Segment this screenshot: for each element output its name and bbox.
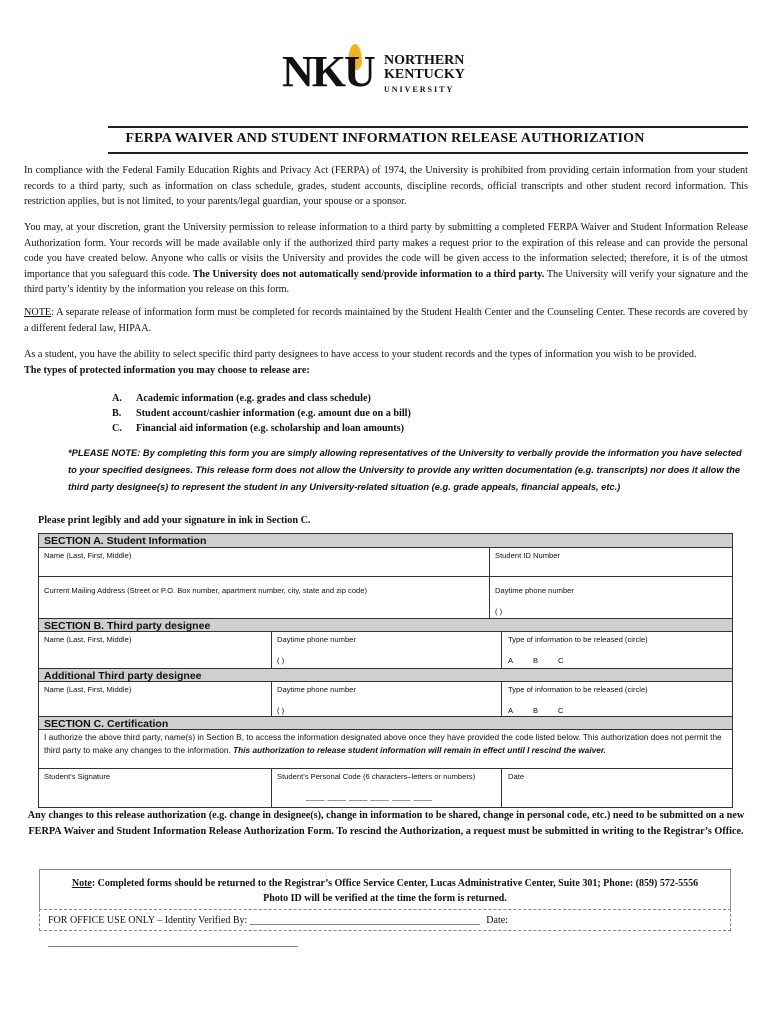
logo-name-line2: KENTUCKY (384, 67, 465, 82)
logo-name-line1: NORTHERN (384, 53, 465, 68)
office-date-field[interactable]: __________________________________________________ (48, 937, 298, 948)
list-item: A. Academic information (e.g. grades and class schedule) (112, 393, 371, 404)
intro-paragraph-4: As a student, you have the ability to select specific third party designees to have access to your student records and the types of information you wish to be provided. The types of protected information you may choose to release are: (24, 349, 697, 376)
return-note: Note: Completed forms should be returned to the Registrar’s Office Service Center, Lucas Administrative Center, Suite 301; Phone: (859) 572-5556 Photo ID will be verified at the time the form is returned. (39, 869, 731, 909)
personal-code-label: Student’s Personal Code (6 characters–letters or numbers) (277, 772, 476, 781)
intro-paragraph-2: You may, at your discretion, grant the University permission to release information to a third party by submitting a completed FERPA Waiver and Student Information Release Authorization form. Your records will be made available only if the authorized third party makes a request prior to the expiration of this release and can provide the personal code you have created below. Anyone who calls or visits the University and provides the code will be given access to the information selected; therefore, it is of the utmost importance that you safeguard this code. The University does not automatically send/provide information to a third party. The University will verify your signature and the third party’s identity by the information you release on this form. (24, 222, 749, 295)
section-a-header: SECTION A. Student Information (39, 534, 732, 548)
designee-phone-field[interactable]: ( ) (277, 656, 285, 665)
intro-note: NOTE: A separate release of information form must be completed for records maintained by the Student Health Center and the Counseling Center. These records are covered by a different federal law, HIPAA. (24, 307, 748, 334)
designee-name-label: Name (Last, First, Middle) (44, 635, 132, 644)
certification-text: I authorize the above third party, name(s) in Section B, to access the information designated above once they have provided the code listed below. This authorization does not permit the third party to make any changes to the information. This authorization to release student information will remain in effect until I rescind the waiver. (44, 732, 722, 755)
designee-phone-label: Daytime phone number (277, 635, 356, 644)
date-label: Date (508, 772, 525, 781)
student-name-label: Name (Last, First, Middle) (44, 551, 132, 560)
student-phone-field[interactable]: ( ) (495, 607, 503, 616)
additional-name-label: Name (Last, First, Middle) (44, 685, 132, 694)
page-title: FERPA WAIVER AND STUDENT INFORMATION RELEASE AUTHORIZATION (125, 131, 645, 146)
mailing-address-label: Current Mailing Address (Street or P.O. Box number, apartment number, city, state and zip code) (44, 586, 368, 595)
designee-choice-c[interactable]: C (558, 656, 564, 665)
print-legibly-instruction: Please print legibly and add your signature in ink in Section C. (38, 515, 311, 526)
ferpa-form (38, 533, 733, 808)
list-item: C. Financial aid information (e.g. scholarship and loan amounts) (112, 423, 405, 435)
info-types-list (112, 391, 411, 437)
section-c-header: SECTION C. Certification (39, 716, 732, 730)
intro-paragraph-1: In compliance with the Federal Family Education Rights and Privacy Act (FERPA) of 1974, the University is prohibited from providing certain information from your student records to a third party, such as information on class schedule, grades, student accounts, discipline records, official transcripts and other student record information. This restriction applies, but is not limited, to your parents/legal guardian, your spouse or a sponsor. (24, 165, 748, 207)
office-use-label: FOR OFFICE USE ONLY – Identity Verified By: (48, 915, 248, 926)
verified-by-field[interactable]: ______________________________________________ (249, 915, 480, 926)
office-date-label: Date: (486, 915, 508, 926)
changes-note: Any changes to this release authorization (e.g. change in designee(s), change in information to be shared, change in personal code, etc.) need to be submitted on a new FERPA Waiver and Student Information Release Authorization Form. To rescind the Authorization, a request must be submitted in writing to the Registrar’s Office. (27, 810, 745, 837)
office-use-box (39, 909, 731, 948)
signature-label: Student’s Signature (44, 772, 111, 781)
logo-name-line3: UNIVERSITY (384, 85, 455, 94)
nku-logo (282, 44, 487, 100)
designee-choice-a[interactable]: A (508, 656, 514, 665)
additional-designee-header: Additional Third party designee (39, 668, 732, 682)
section-b-header: SECTION B. Third party designee (39, 618, 732, 632)
designee-type-label: Type of information to be released (circle) (508, 635, 648, 644)
designee-choice-b[interactable]: B (533, 656, 539, 665)
list-item: B. Student account/cashier information (e.g. amount due on a bill) (112, 408, 411, 420)
logo-mark: NKU (282, 47, 374, 96)
student-id-label: Student ID Number (495, 551, 560, 560)
additional-choice-a[interactable]: A (508, 706, 514, 715)
title-rule-top (108, 126, 748, 128)
title-rule-bottom (108, 152, 748, 154)
additional-choice-c[interactable]: C (558, 706, 564, 715)
additional-phone-field[interactable]: ( ) (277, 706, 285, 715)
please-note: *PLEASE NOTE: By completing this form you are simply allowing representatives of the University to verbally provide the information you have selected to your specified designees. This release form does not allow the University to provide any written documentation (e.g. transcripts) nor does it allow the third party designee(s) to represent the student in any University-related situation (e.g. grade appeals, financial appeals, etc.) (68, 448, 742, 492)
additional-type-label: Type of information to be released (circle) (508, 685, 648, 694)
additional-phone-label: Daytime phone number (277, 685, 356, 694)
student-phone-label: Daytime phone number (495, 586, 574, 595)
personal-code-field[interactable]: ____ ____ ____ ____ ____ ____ (306, 792, 433, 801)
additional-choice-b[interactable]: B (533, 706, 539, 715)
